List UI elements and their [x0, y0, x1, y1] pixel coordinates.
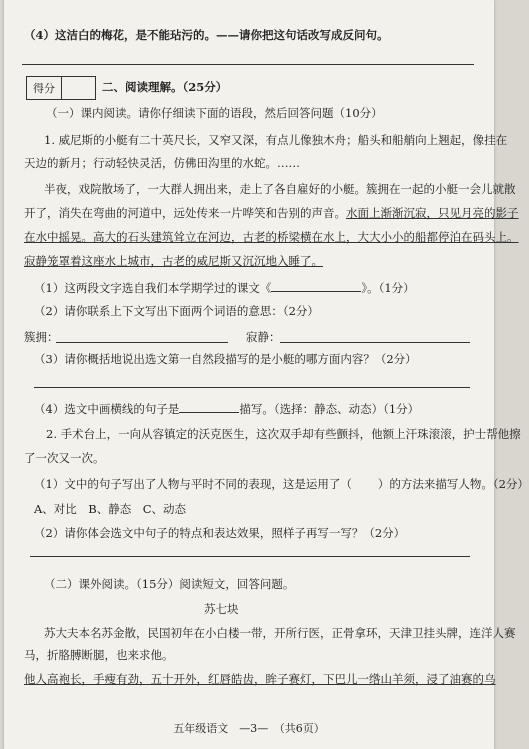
q1-4 — [34, 402, 419, 416]
answer-line[interactable] — [30, 556, 470, 557]
q1-4-tail: 描写。（选择：静态、动态）（1分） — [239, 402, 420, 416]
q1-2: （2）请你联系上下文写出下面两个词语的意思：（2分） — [34, 304, 319, 318]
part1-title: （一）课内阅读。请你仔细读下面的语段，然后回答问题（10分） — [46, 106, 383, 120]
q1-1-tail: 》。（1分） — [361, 281, 415, 295]
passage1-line: 天边的新月；行动轻快灵活，仿佛田沟里的水蛇。…… — [24, 156, 300, 170]
story-line: 马，折胳膊断腿，也来求他。 — [24, 648, 174, 662]
q2-1-tail: ）的方法来描写人物。（2分） — [377, 477, 529, 491]
q2-2: （2）请你体会选文中句子的特点和表达效果，照样子再写一写？（2分） — [34, 526, 406, 540]
story-line: 苏大夫本名苏金散，民国初年在小白楼一带，开所行医，正骨拿环，天津卫挂头牌，连洋人赛 — [44, 626, 516, 640]
word-2: 寂静： — [246, 330, 281, 344]
score-blank — [62, 77, 95, 99]
q1-4-text: （4）选文中画横线的句子是 — [34, 402, 180, 416]
answer-line[interactable] — [34, 387, 470, 388]
q1-3: （3）请你概括地说出选文第一自然段描写的是小艇的哪方面内容？（2分） — [34, 352, 417, 366]
section-title: 二、阅读理解。（25分） — [102, 80, 228, 94]
underlined-sentence: 在水中摇晃。高大的石头建筑耸立在河边，古老的桥梁横在水上，大大小小的船都停泊在码头上。 — [24, 230, 519, 244]
passage1-line: 1. 威尼斯的小艇有二十英尺长，又窄又深，有点儿像独木舟；船头和船艄向上翘起，像挂在 — [44, 133, 508, 147]
word-1: 簇拥： — [24, 330, 59, 344]
q2-1-text: （1）文中的句子写出了人物与平时不同的表现，这是运用了（ — [34, 477, 352, 491]
part2-title: （二）课外阅读。（15分）阅读短文，回答问题。 — [44, 577, 295, 591]
passage2-line: 了一次又一次。 — [24, 451, 105, 465]
answer-line[interactable] — [56, 342, 228, 343]
passage1-line — [24, 206, 519, 220]
q1-1-text: （1）这两段文字选自我们本学期学过的课文《 — [34, 281, 272, 295]
exam-page — [4, 0, 529, 749]
q2-1 — [34, 477, 529, 491]
q1-1 — [34, 281, 415, 295]
page-footer: 五年级语文 —3— （共6页） — [173, 722, 325, 735]
story-title: 苏七块 — [204, 602, 239, 616]
passage2-line: 2. 手术台上，一向从容镇定的沃克医生，这次双手却有些颤抖，他额上汗珠滚滚，护士帮他擦 — [46, 427, 521, 441]
underlined-sentence: 寂静笼罩着这座水上城市，古老的威尼斯又沉沉地入睡了。 — [24, 254, 323, 268]
score-label: 得分 — [27, 77, 62, 99]
score-box — [26, 76, 96, 100]
underlined-sentence: 他人高袍长，手瘦有劲，五十开外，红唇皓齿，眸子赛灯，下巴儿一绺山羊须，浸了油赛的乌 — [24, 672, 496, 686]
answer-line — [22, 64, 474, 65]
passage1-text: 开了，消失在弯曲的河道中，远处传来一片哗笑和告别的声音。 — [24, 206, 346, 220]
answer-blank[interactable] — [271, 291, 361, 292]
underlined-sentence: 水面上渐渐沉寂，只见月亮的影子 — [346, 206, 519, 220]
q2-1-options: A、对比 B、静态 C、动态 — [34, 502, 187, 516]
question-4: （4）这洁白的梅花，是不能玷污的。——请你把这句话改写成反问句。 — [24, 28, 389, 42]
answer-line[interactable] — [280, 342, 470, 343]
passage1-line: 半夜，戏院散场了，一大群人拥出来，走上了各自雇好的小艇。簇拥在一起的小艇一会儿就散 — [44, 182, 516, 196]
answer-blank[interactable] — [179, 412, 239, 413]
